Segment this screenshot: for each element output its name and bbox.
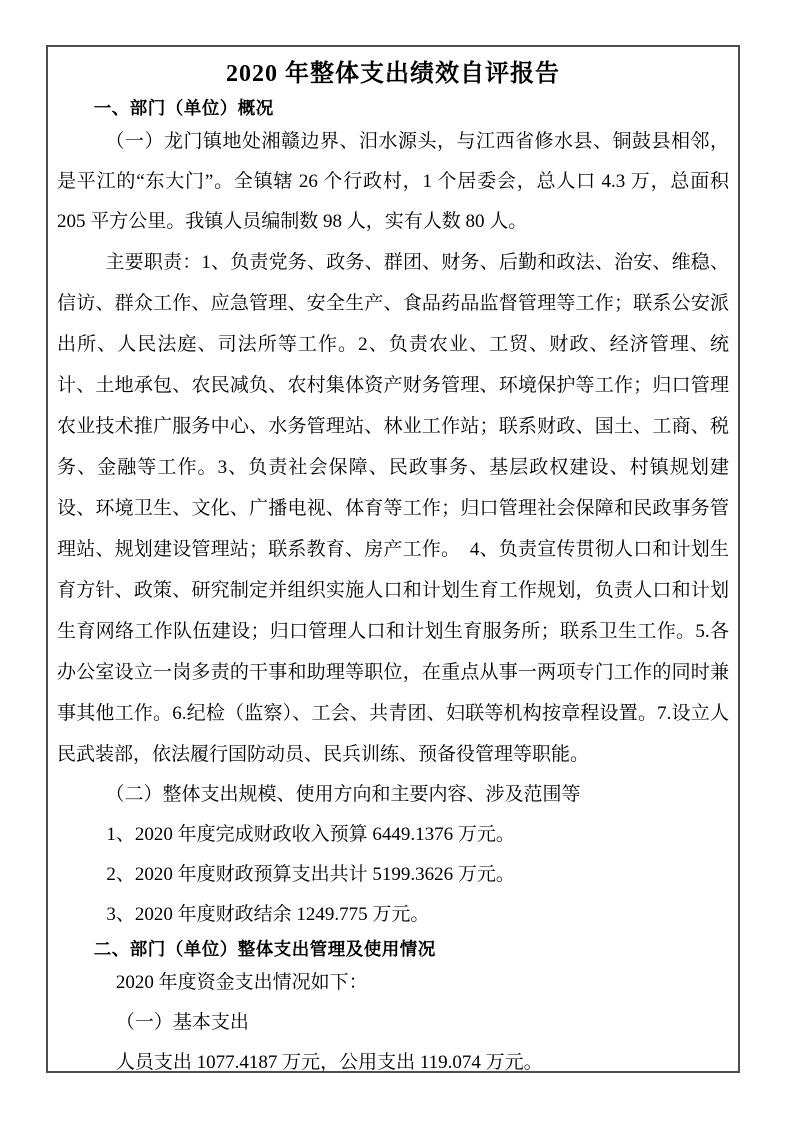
subsection-1-2-heading: （二）整体支出规模、使用方向和主要内容、涉及范围等 (105, 784, 581, 805)
section-2-heading: 二、部门（单位）整体支出管理及使用情况 (93, 939, 436, 959)
section-1-heading: 一、部门（单位）概况 (93, 98, 274, 118)
subsection-2-1-heading: （一）基本支出 (115, 1012, 249, 1033)
list-item-fiscal-balance: 3、2020 年度财政结余 1249.775 万元。 (106, 904, 430, 925)
document-title: 2020 年整体支出绩效自评报告 (226, 61, 560, 87)
paragraph-basic-expense: 人员支出 1077.4187 万元，公用支出 119.074 万元。 (115, 1052, 543, 1073)
paragraph-main-duties: 主要职责：1、负责党务、政务、群团、财务、后勤和政法、治安、维稳、信访、群众工作、应急管理、安全生产、食品药品监督管理等工作；联系公安派出所、人民法庭、司法所等工作。2、负责农业、工贸、财政、经济管理、统计、土地承包、农民减负、农村集体资产财务管理、环境保护等工作；归口管理农业技术推广服务中心、水务管理站、林业工作站；联系财政、国土、工商、税务、金融等工作。3、负责社会保障、民政事务、基层政权建设、村镇规划建设、环境卫生、文化、广播电视、体育等工作；归口管理社会保障和民政事务管理站、规划建设管理站；联系教育、房产工作。 4、负责宣传贯彻人口和计划生育方针、政策、研究制定并组织实施人口和计划生育工作规划，负责人口和计划生育网络工作队伍建设；归口管理人口和计划生育服务所；联系卫生工作。5.各办公室设立一岗多责的干事和助理等职位，在重点从事一两项专门工作的同时兼事其他工作。6.纪检（监察）、工会、共青团、妇联等机构按章程设置。7.设立人民武装部，依法履行国防动员、民兵训练、预备役管理等职能。 (57, 252, 729, 765)
list-item-expenditure-total: 2、2020 年度财政预算支出共计 5199.3626 万元。 (106, 864, 515, 885)
paragraph-funds-intro: 2020 年度资金支出情况如下： (115, 972, 368, 993)
paragraph-town-overview: （一）龙门镇地处湘赣边界、汨水源头，与江西省修水县、铜鼓县相邻，是平江的“东大门”。全镇辖 26 个行政村，1 个居委会，总人口 4.3 万，总面积 205 平方公里。我镇人员编制数 98 人，实有人数 80 人。 (57, 131, 729, 232)
page-border-frame (46, 45, 740, 1073)
list-item-revenue-budget: 1、2020 年度完成财政收入预算 6449.1376 万元。 (106, 824, 515, 845)
